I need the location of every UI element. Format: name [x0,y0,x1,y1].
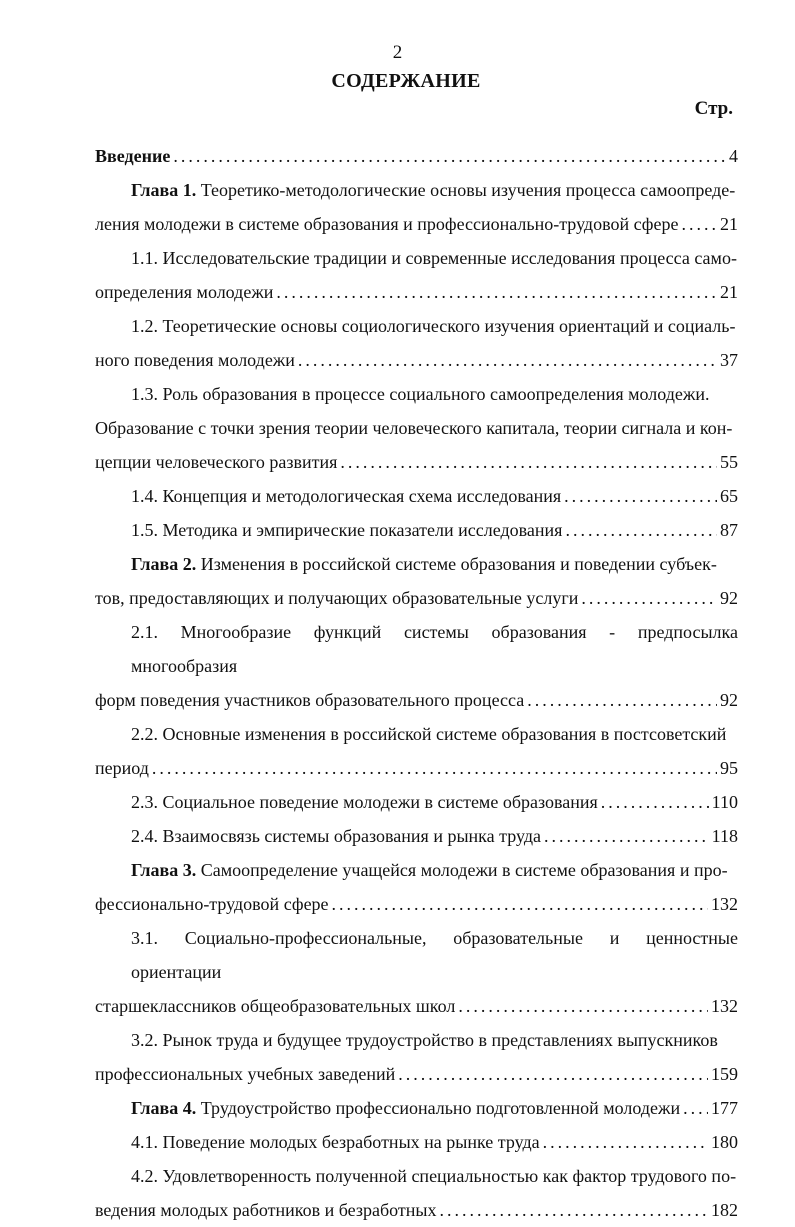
toc-text: 1.5. Методика и эмпирические показатели исследования [131,520,563,540]
toc-entry-4-2[interactable] [95,1159,738,1227]
toc-entry-chapter-4[interactable] [95,1091,738,1125]
toc-entry-3-1[interactable] [95,921,738,1023]
toc-page: 21 [720,214,738,234]
toc-page: 87 [720,520,738,540]
toc-page: 55 [720,452,738,472]
leader-dots [332,887,708,921]
page-title: СОДЕРЖАНИЕ [331,70,481,92]
toc-text: 1.2. Теоретические основы социологического изучения ориентаций и социаль- [131,316,736,336]
chapter-label: Глава 1. [131,180,197,200]
toc-page: 110 [711,792,738,812]
toc-text: 2.2. Основные изменения в российской системе образования в постсоветский [131,724,727,744]
toc-text: ного поведения молодежи [95,350,295,370]
leader-dots [340,445,717,479]
leader-dots [543,1125,708,1159]
leader-dots [564,479,717,513]
toc-text: 2.3. Социальное поведение молодежи в системе образования [131,792,598,812]
toc-page: 132 [711,996,738,1016]
toc-page: 37 [720,350,738,370]
leader-dots [398,1057,708,1091]
page-number: 2 [392,42,403,63]
leader-dots [298,343,717,377]
toc-entry-2-1[interactable] [95,615,738,717]
toc-text: 1.1. Исследовательские традиции и современные исследования процесса само- [131,248,737,268]
leader-dots [681,207,717,241]
toc-page: 159 [711,1064,738,1084]
toc-page: 4 [729,146,738,166]
toc-page: 180 [711,1132,738,1152]
toc-entry-4-1[interactable] [95,1125,738,1159]
toc-entry-chapter-3[interactable] [95,853,738,921]
leader-dots [527,683,717,717]
toc-entry-1-3[interactable] [95,377,738,479]
chapter-label: Глава 4. [131,1098,197,1118]
toc-text: 4.1. Поведение молодых безработных на рынке труда [131,1132,540,1152]
chapter-label: Глава 3. [131,860,197,880]
toc-entry-1-4[interactable] [95,479,738,513]
toc-text: старшеклассников общеобразовательных школ [95,996,456,1016]
leader-dots [683,1091,708,1125]
toc-entry-chapter-2[interactable] [95,547,738,615]
leader-dots [276,275,717,309]
toc-text: 1.3. Роль образования в процессе социального самоопределения молодежи. [131,384,710,404]
toc-page: 95 [720,758,738,778]
toc-text: Трудоустройство профессионально подготовленной молодежи [200,1098,681,1118]
toc-text: 1.4. Концепция и методологическая схема исследования [131,486,562,506]
toc-entry-2-2[interactable] [95,717,738,785]
toc-text: ведения молодых работников и безработных [95,1200,437,1220]
toc-entry-chapter-1[interactable] [95,173,738,241]
toc-text: цепции человеческого развития [95,452,338,472]
toc-text: форм поведения участников образовательного процесса [95,690,525,710]
toc-page: 92 [720,588,738,608]
leader-dots [544,819,709,853]
toc-page: 132 [711,894,738,914]
chapter-label: Глава 2. [131,554,197,574]
toc-text: 4.2. Удовлетворенность полученной специальностью как фактор трудового по- [131,1166,737,1186]
toc-entry-1-1[interactable] [95,241,738,309]
toc-entry-2-4[interactable] [95,819,738,853]
toc-text: Теоретико-методологические основы изучения процесса самоопреде- [200,180,736,200]
toc-text: 2.4. Взаимосвязь системы образования и рынка труда [131,826,542,846]
leader-dots [601,785,709,819]
toc-entry-1-5[interactable] [95,513,738,547]
toc-text: определения молодежи [95,282,274,302]
toc-text: 3.1. Социально-профессиональные, образовательные и ценностные ориентации [131,928,738,982]
toc-entry-1-2[interactable] [95,309,738,377]
toc-entry-intro[interactable] [95,139,738,173]
toc-text: период [95,758,149,778]
leader-dots [152,751,717,785]
leader-dots [458,989,708,1023]
toc-text: тов, предоставляющих и получающих образовательные услуги [95,588,579,608]
toc-page: 21 [720,282,738,302]
leader-dots [565,513,717,547]
toc-text: Самоопределение учащейся молодежи в системе образования и про- [200,860,728,880]
toc-text: 2.1. Многообразие функций системы образования - предпосылка многообразия [131,622,738,676]
toc-page: 118 [711,826,738,846]
toc-page: 92 [720,690,738,710]
toc-text: фессионально-трудовой сфере [95,894,329,914]
toc-page: 177 [711,1098,738,1118]
toc-intro-label: Введение [95,146,171,166]
table-of-contents [95,139,738,1227]
leader-dots [581,581,717,615]
toc-entry-3-2[interactable] [95,1023,738,1091]
page-column-label: Стр. [694,98,733,119]
toc-page: 182 [711,1200,738,1220]
toc-text: Изменения в российской системе образования и поведении субъек- [200,554,717,574]
toc-text: профессиональных учебных заведений [95,1064,396,1084]
leader-dots [173,139,726,173]
leader-dots [439,1193,708,1227]
toc-text: Образование с точки зрения теории человеческого капитала, теории сигнала и кон- [95,418,733,438]
toc-entry-2-3[interactable] [95,785,738,819]
toc-page: 65 [720,486,738,506]
toc-text: ления молодежи в системе образования и профессионально-трудовой сфере [95,214,679,234]
toc-text: 3.2. Рынок труда и будущее трудоустройство в представлениях выпускников [131,1030,718,1050]
